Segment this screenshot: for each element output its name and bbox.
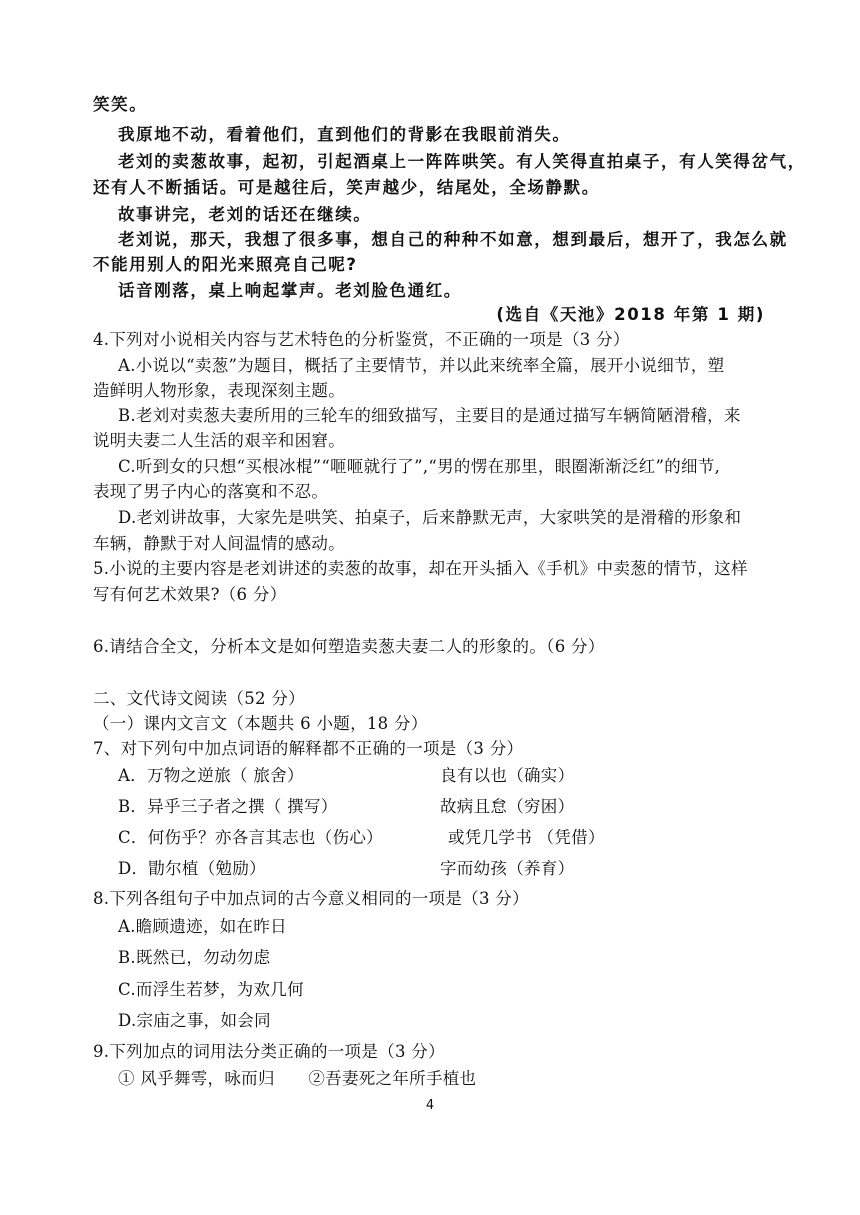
question-4-option-c-cont: 表现了男子内心的落寞和不忍。: [93, 482, 329, 501]
question-8-stem: 8.下列各组句子中加点词的古今意义相同的一项是（3 分）: [93, 889, 529, 908]
question-4-stem: 4.下列对小说相关内容与艺术特色的分析鉴赏，不正确的一项是（3 分）: [93, 330, 630, 349]
option-c-left: C．何伤乎？亦各言其志也（伤心）: [118, 828, 383, 847]
question-4-option-d: D.老刘讲故事，大家先是哄笑、拍桌子，后来静默无声，大家哄笑的是滑稽的形象和: [118, 508, 742, 527]
option-c-right: 或凭几学书 （凭借）: [448, 828, 605, 847]
question-5-line: 写有何艺术效果?（6 分）: [93, 585, 287, 604]
story-line: 笑笑。: [93, 95, 148, 114]
section-2-subtitle: （一）课内文言文（本题共 6 小题，18 分）: [93, 714, 428, 733]
question-6: 6.请结合全文，分析本文是如何塑造卖葱夫妻二人的形象的。（6 分）: [93, 637, 605, 656]
story-line: 老刘说，那天，我想了很多事，想自己的种种不如意，想到最后，想开了，我怎么就: [118, 230, 788, 249]
question-9-stem: 9.下列加点的词用法分类正确的一项是（3 分）: [93, 1042, 445, 1061]
option-a-left: A．万物之逆旅（ 旅舍）: [118, 766, 304, 785]
option-d-left: D．勖尔植（勉励）: [118, 859, 266, 878]
question-8-option-d: D.宗庙之事，如会同: [118, 1011, 271, 1030]
page-number: 4: [425, 1098, 435, 1113]
story-line: 话音刚落，桌上响起掌声。老刘脸色通红。: [118, 281, 462, 300]
question-7-option-d: [118, 858, 758, 880]
question-8-option-a: A.瞻顾遗迹，如在昨日: [118, 917, 287, 936]
question-9-items: ① 风乎舞雩，咏而归 ②吾妻死之年所手植也: [118, 1069, 477, 1088]
question-4-option-b: B.老刘对卖葱夫妻所用的三轮车的细致描写，主要目的是通过描写车辆简陋滑稽，来: [118, 406, 741, 425]
question-7-stem: 7、对下列句中加点词语的解释都不正确的一项是（3 分）: [93, 739, 524, 758]
question-8-option-c: C.而浮生若梦，为欢几何: [118, 980, 304, 999]
story-line: 不能用别人的阳光来照亮自己呢?: [93, 255, 358, 274]
story-line: 老刘的卖葱故事，起初，引起酒桌上一阵阵哄笑。有人笑得直拍桌子，有人笑得岔气，: [118, 152, 806, 171]
question-7-option-a: [118, 765, 758, 787]
option-a-right: 良有以也（确实）: [440, 766, 575, 785]
story-source: (选自《天池》2018 年第 1 期): [496, 305, 765, 324]
question-4-option-a: A.小说以“卖葱”为题目，概括了主要情节，并以此来统率全篇，展开小说细节，塑: [118, 356, 725, 375]
question-7-option-c: [118, 827, 758, 849]
question-4-option-a-cont: 造鲜明人物形象，表现深刻主题。: [93, 381, 345, 400]
question-8-option-b: B.既然已，勿动勿虑: [118, 948, 271, 967]
option-d-right: 字而幼孩（养育）: [440, 859, 575, 878]
question-4-option-d-cont: 车辆，静默于对人间温情的感动。: [93, 534, 345, 553]
question-7-option-b: [118, 796, 758, 818]
question-4-option-c: C.听到女的只想“买根冰棍”“咂咂就行了”,“男的愣在那里，眼圈渐渐泛红”的细节,: [118, 457, 721, 476]
section-2-title: 二、文代诗文阅读（52 分）: [93, 689, 305, 708]
question-4-option-b-cont: 说明夫妻二人生活的艰辛和困窘。: [93, 431, 345, 450]
option-b-left: B．异乎三子者之撰（ 撰写）: [118, 797, 338, 816]
story-line: 还有人不断插话。可是越往后，笑声越少，结尾处，全场静默。: [93, 178, 600, 197]
story-line: 故事讲完，老刘的话还在继续。: [118, 205, 372, 224]
option-b-right: 故病且怠（穷困）: [440, 797, 575, 816]
story-line: 我原地不动，看着他们，直到他们的背影在我眼前消失。: [118, 125, 571, 144]
question-5-line: 5.小说的主要内容是老刘讲述的卖葱的故事，却在开头插入《手机》中卖葱的情节，这样: [93, 559, 748, 578]
